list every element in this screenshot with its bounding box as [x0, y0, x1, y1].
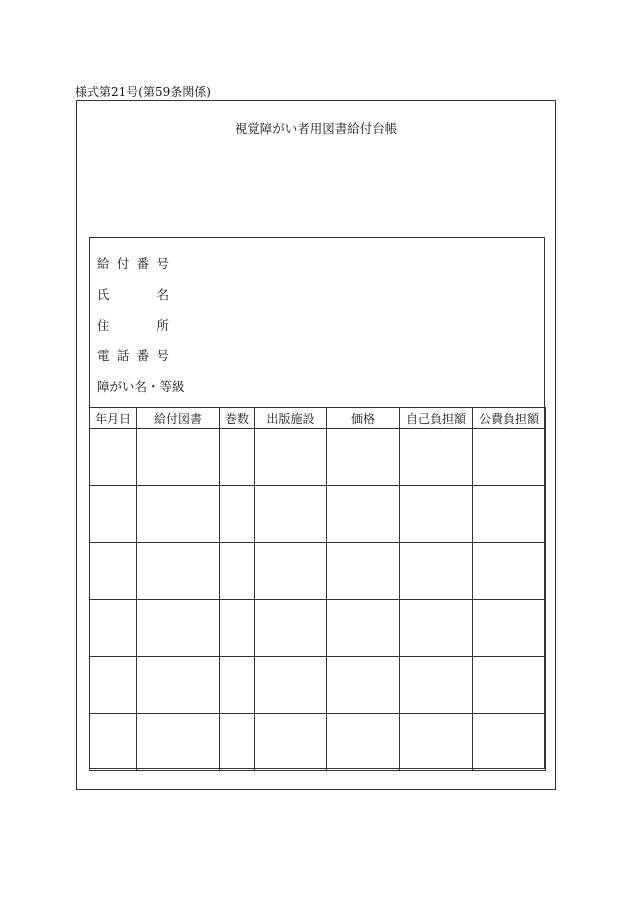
table-cell[interactable] — [137, 714, 220, 771]
table-cell[interactable] — [255, 657, 327, 714]
table-cell[interactable] — [137, 600, 220, 657]
table-row — [90, 543, 546, 600]
table-cell[interactable] — [220, 543, 255, 600]
table-cell[interactable] — [255, 600, 327, 657]
form-frame — [76, 100, 556, 790]
table-cell[interactable] — [220, 657, 255, 714]
table-cell[interactable] — [473, 429, 546, 486]
form-number: 様式第21号(第59条関係) — [75, 85, 211, 99]
table-cell[interactable] — [255, 543, 327, 600]
table-cell[interactable] — [327, 714, 400, 771]
table-cell[interactable] — [327, 657, 400, 714]
header-self-pay: 自己負担額 — [400, 408, 473, 429]
table-cell[interactable] — [137, 486, 220, 543]
table-cell[interactable] — [473, 600, 546, 657]
table-row — [90, 600, 546, 657]
table-cell[interactable] — [473, 543, 546, 600]
table-row — [90, 486, 546, 543]
table-cell[interactable] — [327, 543, 400, 600]
table-cell[interactable] — [90, 657, 137, 714]
table-cell[interactable] — [220, 429, 255, 486]
form-title: 視覚障がい者用図書給付台帳 — [234, 121, 398, 136]
table-cell[interactable] — [255, 486, 327, 543]
recipient-info — [90, 238, 544, 408]
table-cell[interactable] — [400, 657, 473, 714]
name-label — [97, 285, 169, 303]
address-text: 住所 — [97, 318, 169, 333]
table-cell[interactable] — [90, 486, 137, 543]
header-price: 価格 — [327, 408, 400, 429]
table-cell[interactable] — [137, 657, 220, 714]
header-public-pay: 公費負担額 — [473, 408, 546, 429]
table-cell[interactable] — [473, 486, 546, 543]
table-cell[interactable] — [137, 429, 220, 486]
header-date: 年月日 — [90, 408, 137, 429]
issue-number-label — [97, 254, 169, 272]
table-cell[interactable] — [255, 714, 327, 771]
name-text: 氏名 — [97, 287, 169, 302]
table-cell[interactable] — [400, 714, 473, 771]
table-row — [90, 429, 546, 486]
table-cell[interactable] — [327, 429, 400, 486]
ledger-box — [89, 237, 545, 769]
table-cell[interactable] — [400, 486, 473, 543]
table-cell[interactable] — [220, 714, 255, 771]
table-cell[interactable] — [90, 429, 137, 486]
table-cell[interactable] — [400, 429, 473, 486]
issue-number-text: 給付番号 — [97, 256, 169, 271]
table-cell[interactable] — [400, 600, 473, 657]
disability-label: 障がい名・等級 — [97, 379, 185, 394]
table-row — [90, 714, 546, 771]
table-header-row — [90, 408, 546, 429]
table-cell[interactable] — [255, 429, 327, 486]
address-label — [97, 316, 169, 334]
table-cell[interactable] — [90, 600, 137, 657]
table-cell[interactable] — [327, 486, 400, 543]
table-cell[interactable] — [90, 543, 137, 600]
header-book: 給付図書 — [137, 408, 220, 429]
table-row — [90, 657, 546, 714]
phone-label — [97, 346, 169, 364]
table-cell[interactable] — [473, 657, 546, 714]
header-volumes: 巻数 — [220, 408, 255, 429]
header-publisher: 出版施設 — [255, 408, 327, 429]
table-cell[interactable] — [220, 600, 255, 657]
table-cell[interactable] — [400, 543, 473, 600]
table-cell[interactable] — [327, 600, 400, 657]
table-cell[interactable] — [220, 486, 255, 543]
phone-text: 電話番号 — [97, 348, 169, 363]
records-table — [89, 407, 546, 771]
table-cell[interactable] — [473, 714, 546, 771]
table-cell[interactable] — [137, 543, 220, 600]
table-cell[interactable] — [90, 714, 137, 771]
